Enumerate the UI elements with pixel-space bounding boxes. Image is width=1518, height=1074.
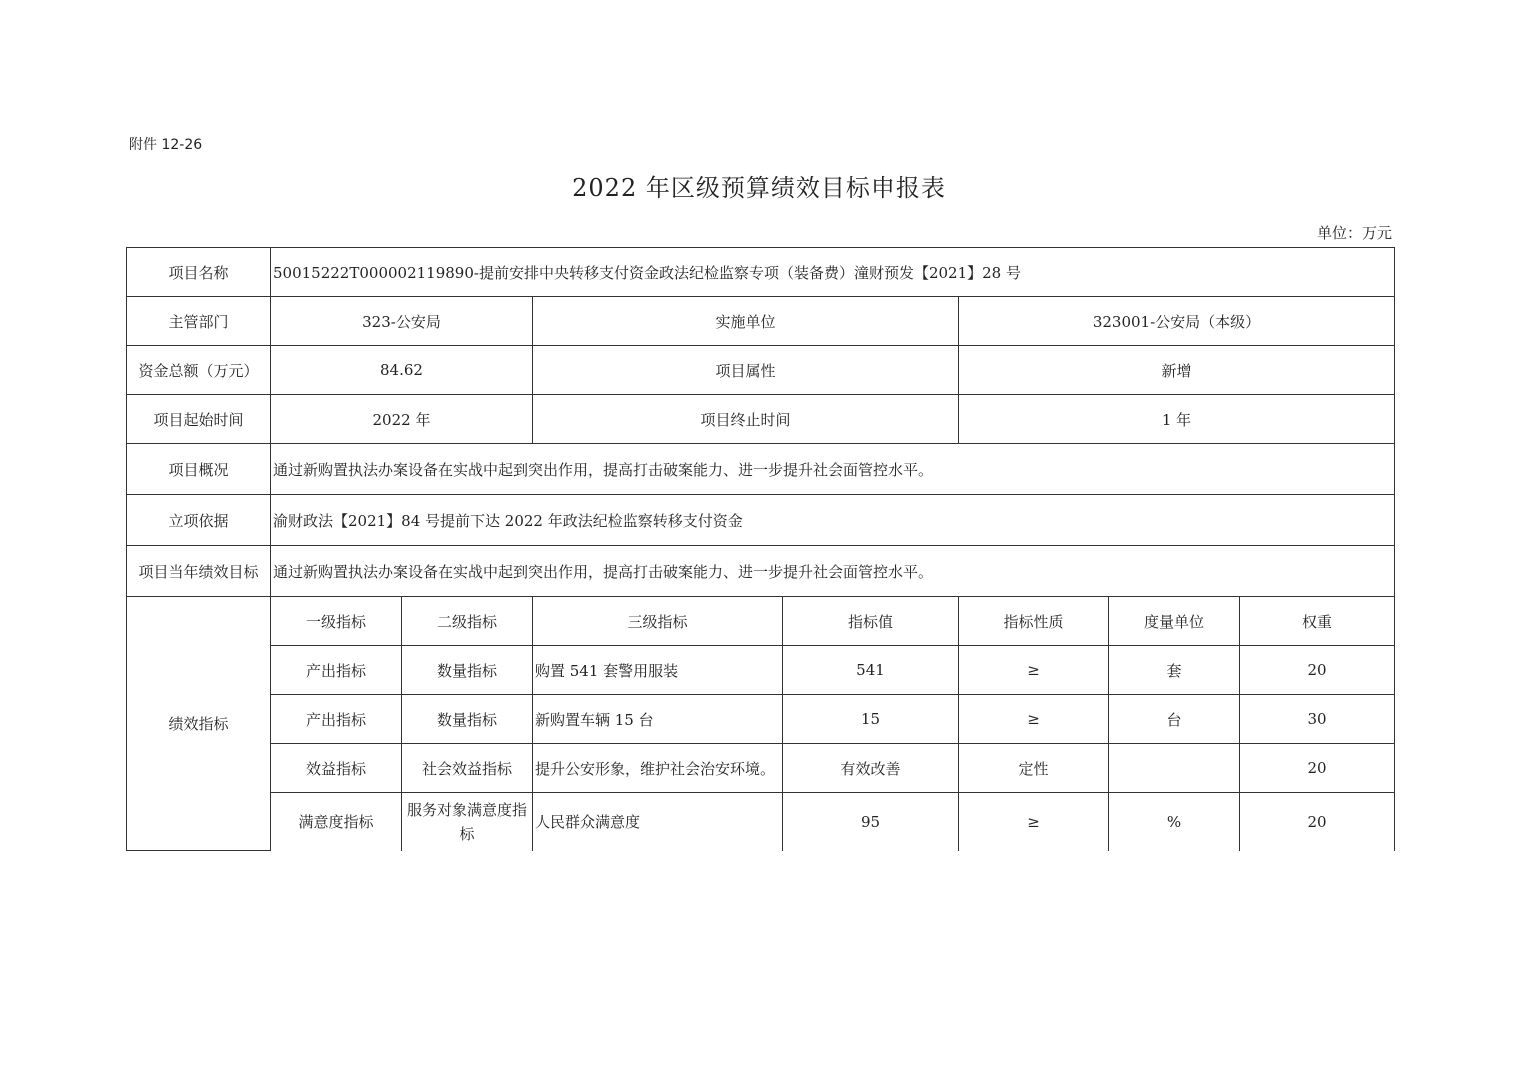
level1-cell: 满意度指标 (271, 793, 402, 851)
department-label: 主管部门 (127, 297, 271, 346)
header-value: 指标值 (783, 597, 959, 646)
row-project-name (127, 248, 1395, 297)
start-time-label: 项目起始时间 (127, 395, 271, 444)
table-row (127, 744, 1395, 793)
level3-cell: 人民群众满意度 (533, 793, 783, 851)
fund-total-value: 84.62 (271, 346, 533, 395)
table-row (127, 793, 1395, 851)
nature-cell: 定性 (959, 744, 1109, 793)
level1-cell: 效益指标 (271, 744, 402, 793)
value-cell: 15 (783, 695, 959, 744)
value-cell: 95 (783, 793, 959, 851)
project-name-label: 项目名称 (127, 248, 271, 297)
level1-cell: 产出指标 (271, 695, 402, 744)
project-attribute-label: 项目属性 (533, 346, 959, 395)
header-level1: 一级指标 (271, 597, 402, 646)
header-weight: 权重 (1240, 597, 1395, 646)
indicators-section-label: 绩效指标 (127, 597, 271, 851)
weight-cell: 20 (1240, 646, 1395, 695)
level3-cell: 提升公安形象，维护社会治安环境。 (533, 744, 783, 793)
value-cell: 541 (783, 646, 959, 695)
level2-cell: 社会效益指标 (402, 744, 533, 793)
project-attribute-value: 新增 (959, 346, 1395, 395)
indicator-header-row (127, 597, 1395, 646)
level3-cell: 购置 541 套警用服装 (533, 646, 783, 695)
page-title: 2022 年区级预算绩效目标申报表 (572, 174, 946, 202)
overview-label: 项目概况 (127, 444, 271, 495)
header-level2: 二级指标 (402, 597, 533, 646)
header-unit: 度量单位 (1109, 597, 1240, 646)
end-time-label: 项目终止时间 (533, 395, 959, 444)
level3-cell: 新购置车辆 15 台 (533, 695, 783, 744)
department-value: 323-公安局 (271, 297, 533, 346)
annual-goal-label: 项目当年绩效目标 (127, 546, 271, 597)
header-level3: 三级指标 (533, 597, 783, 646)
row-period (127, 395, 1395, 444)
unit-cell: 台 (1109, 695, 1240, 744)
performance-target-table (126, 247, 1395, 851)
level2-cell: 数量指标 (402, 695, 533, 744)
level1-cell: 产出指标 (271, 646, 402, 695)
row-department (127, 297, 1395, 346)
row-annual-goal (127, 546, 1395, 597)
level2-cell: 服务对象满意度指标 (402, 793, 533, 851)
value-cell: 有效改善 (783, 744, 959, 793)
end-time-value: 1 年 (959, 395, 1395, 444)
basis-value: 渝财政法【2021】84 号提前下达 2022 年政法纪检监察转移支付资金 (271, 495, 1395, 546)
table-row (127, 695, 1395, 744)
project-name-value: 50015222T000002119890-提前安排中央转移支付资金政法纪检监察专项（装备费）潼财预发【2021】28 号 (271, 248, 1395, 297)
unit-cell: 套 (1109, 646, 1240, 695)
fund-total-label: 资金总额（万元） (127, 346, 271, 395)
implementing-unit-label: 实施单位 (533, 297, 959, 346)
implementing-unit-value: 323001-公安局（本级） (959, 297, 1395, 346)
basis-label: 立项依据 (127, 495, 271, 546)
table-row (127, 646, 1395, 695)
annual-goal-value: 通过新购置执法办案设备在实战中起到突出作用，提高打击破案能力、进一步提升社会面管控水平。 (271, 546, 1395, 597)
unit-label: 单位：万元 (1316, 224, 1392, 242)
weight-cell: 30 (1240, 695, 1395, 744)
header-nature: 指标性质 (959, 597, 1109, 646)
row-basis (127, 495, 1395, 546)
level2-cell: 数量指标 (402, 646, 533, 695)
nature-cell: ≥ (959, 646, 1109, 695)
unit-cell (1109, 744, 1240, 793)
nature-cell: ≥ (959, 793, 1109, 851)
row-overview (127, 444, 1395, 495)
nature-cell: ≥ (959, 695, 1109, 744)
unit-cell: % (1109, 793, 1240, 851)
weight-cell: 20 (1240, 744, 1395, 793)
row-fund (127, 346, 1395, 395)
weight-cell: 20 (1240, 793, 1395, 851)
attachment-number: 附件 12-26 (129, 137, 203, 153)
start-time-value: 2022 年 (271, 395, 533, 444)
overview-value: 通过新购置执法办案设备在实战中起到突出作用，提高打击破案能力、进一步提升社会面管控水平。 (271, 444, 1395, 495)
